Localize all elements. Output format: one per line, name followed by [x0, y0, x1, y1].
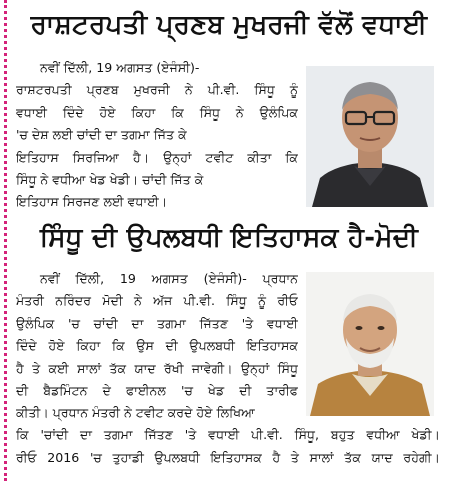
article2-line: ਦਿੰਦੇ ਹੋਏ ਕਿਹਾ ਕਿ ਉਸ ਦੀ ਉਪਲਬਧੀ ਇਤਿਹਾਸਕ: [16, 338, 298, 354]
article1-line: ਵਧਾਈ ਦਿੰਦੇ ਹੋਏ ਕਿਹਾ ਕਿ ਸਿੰਧੂ ਨੇ ਉਲੰਪਿਕ: [16, 104, 298, 120]
prime-minister-portrait-photo: [306, 272, 434, 416]
article2-body-narrow: [16, 268, 298, 402]
article2-headline: ਸਿੰਧੂ ਦੀ ਉਪਲਬਧੀ ਇਤਿਹਾਸਕ ਹੈ-ਮੋਦੀ: [39, 223, 419, 253]
article1-line: ਇਤਿਹਾਸ ਸਿਰਜਣ ਲਈ ਵਧਾਈ।: [16, 194, 168, 210]
article2-line: ਦੀ ਬੈਡਮਿੰਟਨ ਦੇ ਫਾਈਨਲ 'ਚ ਖੇਡ ਦੀ ਤਾਰੀਫ: [16, 383, 298, 399]
article1-headline: ਰਾਸ਼ਟਰਪਤੀ ਪ੍ਰਣਬ ਮੁਖਰਜੀ ਵੱਲੋਂ ਵਧਾਈ: [30, 10, 428, 40]
page-border-dotted: [4, 0, 7, 481]
article2-line: ਕੀਤੀ। ਪ੍ਰਧਾਨ ਮੰਤਰੀ ਨੇ ਟਵੀਟ ਕਰਦੇ ਹੋਏ ਲਿਖਿਆ: [16, 405, 255, 420]
article2-dateline: ਨਵੀਂ ਦਿੱਲੀ, 19 ਅਗਸਤ (ਏਜੰਸੀ)- ਪ੍ਰਧਾਨ: [40, 271, 298, 286]
article1-line: ਇਤਿਹਾਸ ਸਿਰਜਿਆ ਹੈ। ਉਨ੍ਹਾਂ ਟਵੀਟ ਕੀਤਾ ਕਿ: [16, 149, 298, 165]
article1-body: [16, 57, 298, 214]
president-portrait-photo: [306, 66, 434, 207]
article2-line: ਰੀਓ 2016 'ਚ ਤੁਹਾਡੀ ਉਪਲਬਧੀ ਇਤਿਹਾਸਕ ਹੈ ਤੇ ਸਾਲਾਂ ਤੱਕ ਯਾਦ ਰਹੇਗੀ।: [16, 449, 440, 465]
article1-line: ਸਿੰਧੂ ਨੇ ਵਧੀਆ ਖੇਡ ਖੇਡੀ। ਚਾਂਦੀ ਜਿੱਤ ਕੇ: [16, 172, 204, 188]
article2-line: ਕਿ 'ਚਾਂਦੀ ਦਾ ਤਗਮਾ ਜਿੱਤਣ 'ਤੇ ਵਧਾਈ ਪੀ.ਵੀ. ਸਿੰਧੂ, ਬਹੁਤ ਵਧੀਆ ਖੇਡੀ।: [16, 427, 440, 443]
article1-line: 'ਚ ਦੇਸ਼ ਲਈ ਚਾਂਦੀ ਦਾ ਤਗਮਾ ਜਿੱਤ ਕੇ: [16, 127, 187, 143]
article1-dateline: ਨਵੀਂ ਦਿੱਲੀ, 19 ਅਗਸਤ (ਏਜੰਸੀ)-: [40, 60, 200, 75]
article2-line: ਮੰਤਰੀ ਨਰਿੰਦਰ ਮੋਦੀ ਨੇ ਅੱਜ ਪੀ.ਵੀ. ਸਿੰਧੂ ਨੂੰ ਰੀਓ: [16, 293, 298, 309]
article2-line: ਹੈ ਤੇ ਕਈ ਸਾਲਾਂ ਤੱਕ ਯਾਦ ਰੱਖੀ ਜਾਵੇਗੀ। ਉਨ੍ਹਾਂ ਸਿੰਧੂ: [16, 360, 298, 376]
article2-line: ਉਲੰਪਿਕ 'ਚ ਚਾਂਦੀ ਦਾ ਤਗਮਾ ਜਿੱਤਣ 'ਤੇ ਵਧਾਈ: [16, 315, 298, 331]
article1-line: ਰਾਸ਼ਟਰਪਤੀ ਪ੍ਰਣਬ ਮੁਖਰਜੀ ਨੇ ਪੀ.ਵੀ. ਸਿੰਧੂ ਨੂੰ: [16, 82, 298, 98]
